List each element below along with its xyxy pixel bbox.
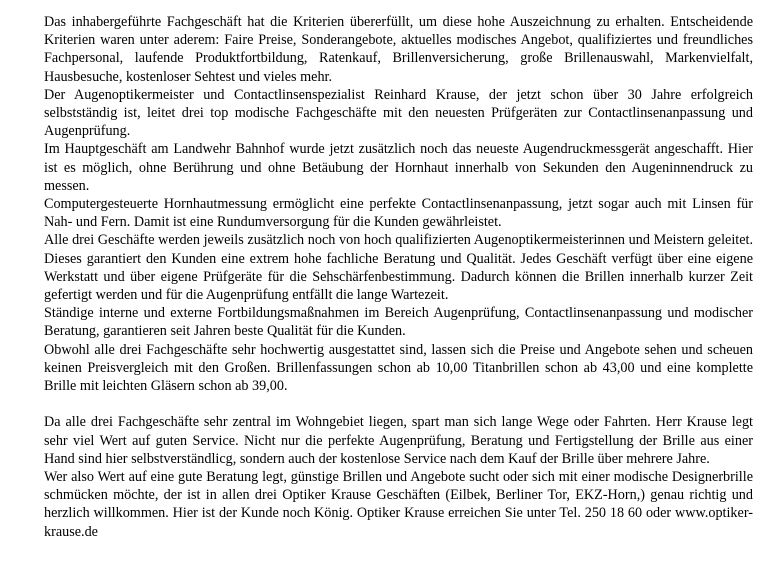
- paragraph-stores-staff: Alle drei Geschäfte werden jeweils zusätzlich noch von hoch qualifizierten Augenoptikermeisterinnen und Meistern geleitet. Dieses garantiert den Kunden eine extrem hohe fachliche Beratung und Qualität. Jedes Geschäft verfügt über eine eigene Werkstatt und über eigene Prüfgeräte für die Sehschärfenbestimmung. Dadurch können die Brillen innerhalb kurzer Zeit gefertigt werden und für die Augenprüfung entfällt die lange Wartezeit.: [44, 232, 753, 304]
- paragraph-spacer: [44, 395, 753, 413]
- paragraph-training: Ständige interne und externe Fortbildungsmaßnahmen im Bereich Augenprüfung, Contactlinsenanpassung und modischer Beratung, garantieren seit Jahren beste Qualität für die Kunden.: [44, 305, 753, 340]
- document-body: [44, 13, 753, 541]
- paragraph-service: Da alle drei Fachgeschäfte sehr zentral im Wohngebiet liegen, spart man sich lange Wege oder Fahrten. Herr Krause legt sehr viel Wert auf guten Service. Nicht nur die perfekte Augenprüfung, Beratung und Fertigstellung der Brille aus einer Hand sind hier selbstverständlicg, sondern auch der kostenlose Service nach dem Kauf der Brille über mehrere Jahre.: [44, 414, 753, 467]
- paragraph-cornea-measurement: Computergesteuerte Hornhautmessung ermöglicht eine perfekte Contactlinsenanpassung, jetzt sogar auch mit Linsen für Nah- und Fern. Damit ist eine Rundumversorgung für die Kunden gewährleistet.: [44, 196, 753, 231]
- paragraph-prices: Obwohl alle drei Fachgeschäfte sehr hochwertig ausgestattet sind, lassen sich die Preise und Angebote sehen und scheuen keinen Preisvergleich mit den Großen. Brillenfassungen schon ab 10,00 Titanbrillen schon ab 43,00 und eine komplette Brille mit leichten Gläsern schon ab 39,00.: [44, 341, 753, 395]
- paragraph-owner: Der Augenoptikermeister und Contactlinsenspezialist Reinhard Krause, der jetzt schon über 30 Jahre erfolgreich selbstständig ist, leitet drei top modische Fachgeschäfte mit den neuesten Prüfgeräten zur Contactlinsenanpassung und Augenprüfung.: [44, 86, 753, 140]
- paragraph-award: Das inhabergeführte Fachgeschäft hat die Kriterien übererfüllt, um diese hohe Auszeichnung zu erhalten. Entscheidende Kriterien waren unter aderem: Faire Preise, Sonderangebote, aktuelles modisches Angebot, qualifiziertes und freundliches Fachpersonal, laufende Produktfortbildung, Ratenkauf, Brillenversicherung, große Brillenauswahl, Markenvielfalt, Hausbesuche, kostenloser Sehtest und vieles mehr.: [44, 14, 753, 85]
- paragraph-main-store: Im Hauptgeschäft am Landwehr Bahnhof wurde jetzt zusätzlich noch das neueste Augendruckmessgerät angeschafft. Hier ist es möglich, ohne Berührung und ohne Betäubung der Hornhaut innerhalb von Sekunden den Augeninnendruck zu messen.: [44, 141, 753, 194]
- paragraph-contact: Wer also Wert auf eine gute Beratung legt, günstige Brillen und Angebote sucht oder sich mit einer modische Designerbrille schmücken möchte, der ist in allen drei Optiker Krause Geschäften (Eilbek, Berliner Tor, EKZ-Horn,) genau richtig und herzlich willkommen. Hier ist der Kunde noch König. Optiker Krause erreichen Sie unter Tel. 250 18 60 oder www.optiker-krause.de: [44, 469, 753, 540]
